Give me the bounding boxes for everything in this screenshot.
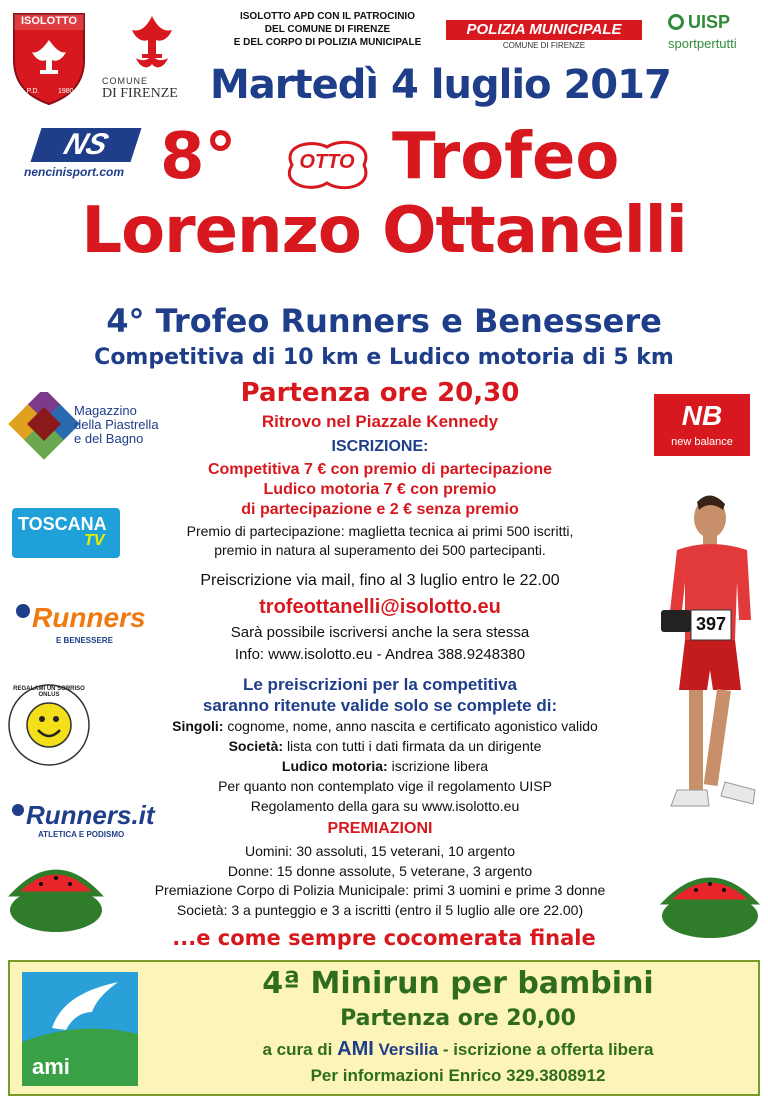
patronage-text bbox=[215, 10, 440, 49]
validity-ludico bbox=[100, 756, 670, 776]
toscana-tv-line2: TV bbox=[84, 532, 105, 549]
registration-line: di partecipazione e 2 € senza premio bbox=[241, 501, 519, 518]
isolotto-logo bbox=[10, 10, 88, 106]
pre-registration-mail: Preiscrizione via mail, fino al 3 luglio entro le 22.00 bbox=[200, 572, 560, 589]
title-edition: 8° bbox=[160, 120, 237, 194]
minirun-title: 4ª Minirun per bambini bbox=[262, 966, 654, 1001]
uisp-logo bbox=[664, 12, 760, 60]
runners-benessere-sub: E BENESSERE bbox=[56, 636, 113, 645]
runner-it-icon bbox=[12, 804, 24, 816]
nencinisport-logo bbox=[24, 128, 144, 184]
magazzino-line: della Piastrella bbox=[74, 417, 159, 432]
uisp-logo-title: UISP bbox=[688, 12, 731, 32]
validity-heading-line: Le preiscrizioni per la competitiva bbox=[243, 675, 517, 694]
patronage-line: E DEL CORPO DI POLIZIA MUNICIPALE bbox=[233, 37, 422, 48]
new-balance-logo bbox=[654, 394, 750, 456]
patronage-line: DEL COMUNE DI FIRENZE bbox=[264, 24, 391, 35]
title-name: Lorenzo Ottanelli bbox=[81, 194, 687, 268]
regalami-sorriso-logo bbox=[8, 684, 90, 766]
start-time: Partenza ore 20,30 bbox=[240, 378, 520, 408]
awards-line: Società: 3 a punteggio e 3 a iscritti (entro il 5 luglio alle ore 22.00) bbox=[176, 901, 584, 918]
toscana-tv-logo bbox=[12, 508, 120, 558]
ns-site: nencinisport.com bbox=[24, 165, 125, 179]
uisp-icon bbox=[668, 14, 684, 30]
distances: Competitiva di 10 km e Ludico motoria di 5 km bbox=[94, 345, 674, 370]
isolotto-logo-sub: A.P.D. bbox=[20, 88, 40, 95]
awards-heading: PREMIAZIONI bbox=[327, 820, 433, 837]
runner-icon bbox=[16, 604, 30, 618]
ami-logo bbox=[22, 972, 138, 1086]
regalami-text: REGALAMI UN SORRISO ONLUS bbox=[13, 686, 85, 698]
title-trofeo: Trofeo bbox=[392, 120, 620, 194]
validity-heading bbox=[130, 674, 630, 716]
prize-line: Premio di partecipazione: maglietta tecnica ai primi 500 iscritti, bbox=[186, 523, 574, 539]
validity-details bbox=[100, 716, 670, 816]
magazzino-text bbox=[74, 404, 159, 446]
societa-text: lista con tutti i dati firmata da un dirigente bbox=[286, 738, 542, 754]
registration-email: trofeottanelli@isolotto.eu bbox=[259, 596, 501, 618]
isolotto-logo-year: 1980 bbox=[58, 88, 74, 95]
rules-site: Regolamento della gara su www.isolotto.eu bbox=[250, 798, 520, 814]
minirun-info: Per informazioni Enrico 329.3808912 bbox=[310, 1066, 606, 1085]
minirun-care-suffix: - iscrizione a offerta libera bbox=[442, 1040, 654, 1059]
prize-info bbox=[120, 522, 640, 560]
awards-line: Donne: 15 donne assolute, 5 veterane, 3 argento bbox=[227, 862, 533, 879]
registration-line: Competitiva 7 € con premio di partecipazione bbox=[207, 461, 553, 478]
toscana-tv-line1: TOSCANA bbox=[18, 514, 107, 534]
awards-line: Uomini: 30 assoluti, 15 veterani, 10 argento bbox=[244, 843, 516, 859]
magazzino-line: Magazzino bbox=[74, 403, 137, 418]
minirun-box bbox=[8, 960, 760, 1096]
comune-logo-line2: DI FIRENZE bbox=[102, 86, 178, 101]
uisp-rule: Per quanto non contemplato vige il regolamento UISP bbox=[218, 778, 552, 794]
closing-line: ...e come sempre cocomerata finale bbox=[172, 926, 596, 950]
ludico-text: iscrizione libera bbox=[391, 758, 489, 774]
registration-heading: ISCRIZIONE: bbox=[331, 438, 429, 455]
singoli-text: cognome, nome, anno nascita e certificato agonistico valido bbox=[227, 718, 598, 734]
isolotto-logo-name: ISOLOTTO bbox=[20, 15, 78, 27]
watermelon-left-icon bbox=[6, 860, 106, 934]
polizia-logo-sub: COMUNE DI FIRENZE bbox=[502, 41, 586, 50]
minirun-versilia: Versilia bbox=[378, 1040, 439, 1059]
nb-mark: NB bbox=[681, 400, 723, 431]
validity-heading-line: saranno ritenute valide solo se complete di: bbox=[202, 696, 558, 715]
runners-it-title: Runners.it bbox=[26, 800, 155, 830]
comune-firenze-logo bbox=[102, 12, 202, 102]
awards-line: Premiazione Corpo di Polizia Municipale: primi 3 uomini e prime 3 donne bbox=[154, 882, 606, 898]
runners-benessere-title: Runners bbox=[32, 602, 146, 633]
otto-logo-text: OTTO bbox=[299, 151, 355, 173]
validity-societa bbox=[100, 736, 670, 756]
event-date: Martedì 4 luglio 2017 bbox=[210, 62, 671, 108]
polizia-logo-title: POLIZIA MUNICIPALE bbox=[446, 20, 642, 40]
magazzino-line: e del Bagno bbox=[74, 431, 144, 446]
minirun-ami: AMI bbox=[337, 1038, 374, 1060]
uisp-logo-sub: sportpertutti bbox=[668, 36, 737, 51]
runner-photo bbox=[655, 490, 765, 835]
polizia-municipale-logo bbox=[446, 16, 642, 54]
singoli-label: Singoli: bbox=[172, 718, 224, 734]
comune-logo-line1: COMUNE bbox=[102, 76, 148, 86]
ludico-label: Ludico motoria: bbox=[281, 758, 388, 774]
minirun-start: Partenza ore 20,00 bbox=[340, 1006, 576, 1031]
subtitle: 4° Trofeo Runners e Benessere bbox=[106, 302, 662, 340]
minirun-care bbox=[160, 1038, 756, 1061]
same-evening-note: Sarà possibile iscriversi anche la sera stessa bbox=[230, 624, 530, 641]
awards-list bbox=[100, 842, 660, 920]
info-contact: Info: www.isolotto.eu - Andrea 388.9248380 bbox=[234, 646, 526, 663]
prize-line: premio in natura al superamento dei 500 partecipanti. bbox=[214, 542, 546, 558]
new-balance-text: new balance bbox=[671, 436, 733, 448]
validity-singoli bbox=[100, 716, 670, 736]
societa-label: Società: bbox=[228, 738, 284, 754]
registration-lines bbox=[140, 460, 620, 520]
ami-logo-text: ami bbox=[32, 1054, 70, 1079]
minirun-care-prefix: a cura di bbox=[262, 1040, 333, 1059]
watermelon-right-icon bbox=[658, 866, 762, 940]
registration-line: Ludico motoria 7 € con premio bbox=[263, 481, 497, 498]
runners-it-sub: ATLETICA E PODISMO bbox=[38, 830, 125, 839]
runner-bib: 397 bbox=[695, 614, 727, 634]
meeting-point: Ritrovo nel Piazzale Kennedy bbox=[261, 412, 499, 431]
otto-logo bbox=[272, 135, 382, 195]
ns-mark: NS bbox=[30, 128, 141, 162]
magazzino-piastrella-logo bbox=[8, 392, 198, 464]
patronage-line: ISOLOTTO APD CON IL PATROCINIO bbox=[239, 11, 415, 22]
